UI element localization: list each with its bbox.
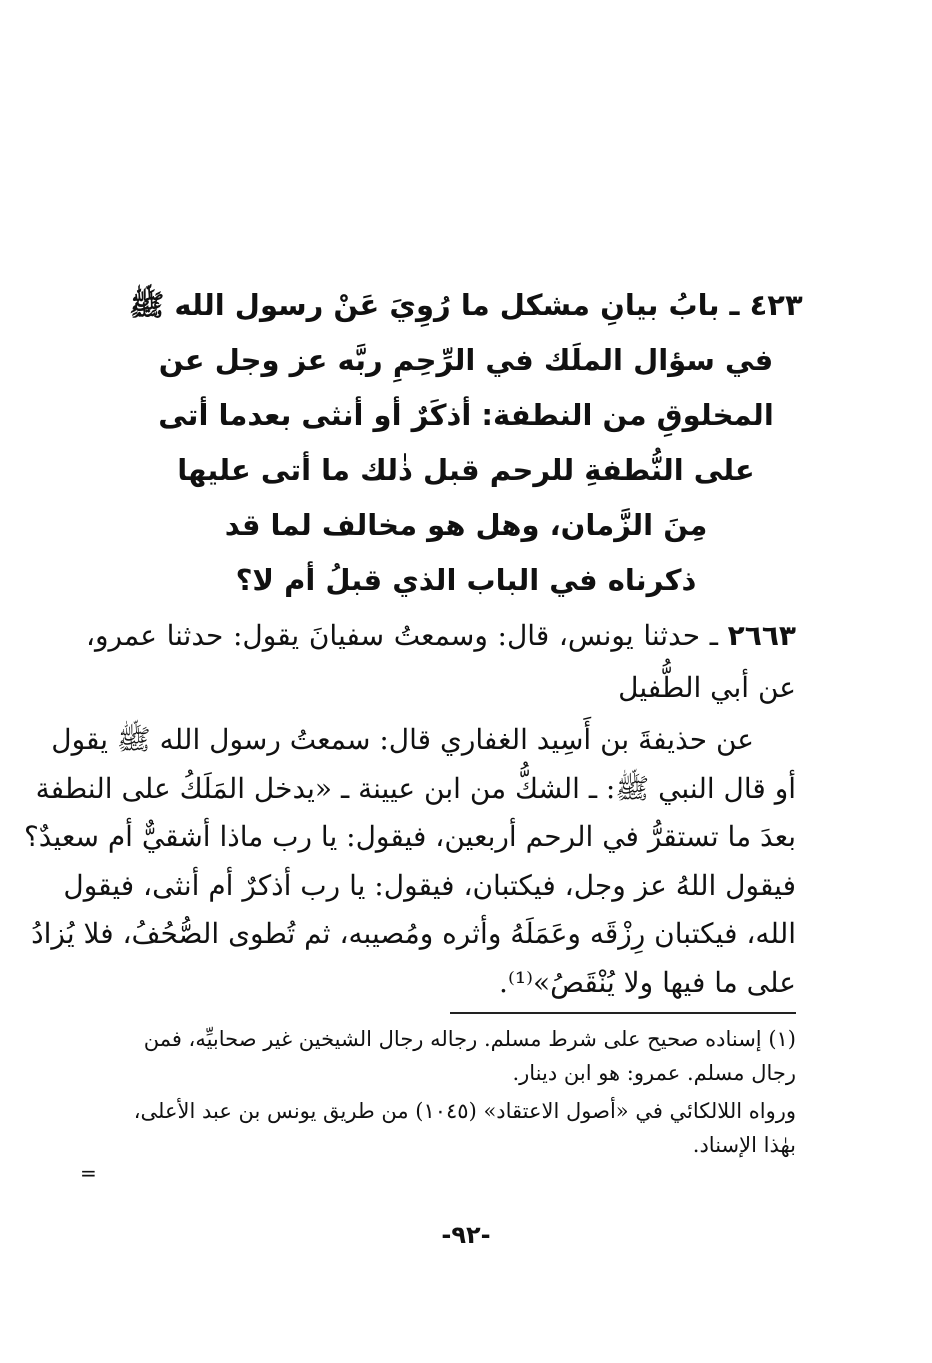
- footnote-line: (١) إسناده صحيح على شرط مسلم. رجاله رجال الشيخين غير صحابيِّه، فمن: [143, 1027, 796, 1051]
- page-number: -٩٢-: [441, 1221, 491, 1249]
- footnote-line: بهٰذا الإسناد.: [692, 1133, 796, 1157]
- body-line: على ما فيها ولا يُنْقَصُ»⁽¹⁾.: [499, 965, 796, 999]
- body-line: فيقول اللهُ عز وجل، فيكتبان، فيقول: يا رب أذكرٌ أم أنثى، فيقول: [63, 868, 796, 902]
- footnote-line: رجال مسلم. عمرو: هو ابن دينار.: [512, 1061, 796, 1085]
- hadith-number: ٢٦٦٣: [727, 619, 796, 652]
- heading-line: مِنَ الزَّمان، وهل هو مخالف لما قد: [224, 508, 708, 542]
- continuation-mark: =: [80, 1161, 97, 1185]
- hadith-isnad: [86, 610, 796, 714]
- body-line: أو قال النبي ﷺ: ـ الشكُّ من ابن عيينة ـ «يدخل المَلَكُ على النطفة: [35, 771, 796, 805]
- body-line: عن حذيفةَ بن أَسِيد الغفاري قال: سمعتُ رسول الله ﷺ يقول: [51, 723, 754, 756]
- heading-line: المخلوقِ من النطفة: أذكَرٌ أو أنثى بعدما أتى: [158, 398, 774, 432]
- heading-line: ٤٢٣ ـ بابُ بيانِ مشكل ما رُوِيَ عَنْ رسول الله ﷺ: [129, 288, 803, 322]
- footnote-line: ورواه اللالكائي في «أصول الاعتقاد» (١٠٤٥) من طريق يونس بن عبد الأعلى،: [133, 1099, 796, 1123]
- footnote-divider: [450, 1012, 796, 1014]
- heading-line: على النُّطفةِ للرحم قبل ذٰلك ما أتى عليها: [177, 453, 755, 487]
- isnad-text: ـ حدثنا يونس، قال: وسمعتُ سفيانَ يقول: حدثنا عمرو، عن أبي الطُّفيل: [86, 619, 796, 704]
- heading-line: ذكرناه في الباب الذي قبلُ أم لا؟: [235, 563, 697, 597]
- body-line: الله، فيكتبان رِزْقَه وعَمَلَهُ وأثره ومُصيبه، ثم تُطوى الصُّحُفُ، فلا يُزادُ: [31, 917, 796, 950]
- heading-line: في سؤال الملَك في الرِّحِمِ ربَّه عز وجل عن: [158, 343, 774, 377]
- chapter-heading: [120, 278, 812, 608]
- body-line: بعدَ ما تستقرُّ في الرحم أربعين، فيقول: يا رب ماذا أشقيٌّ أم سعيدٌ؟: [23, 820, 796, 853]
- footnotes: [82, 1022, 796, 1162]
- hadith-body: [23, 716, 796, 1007]
